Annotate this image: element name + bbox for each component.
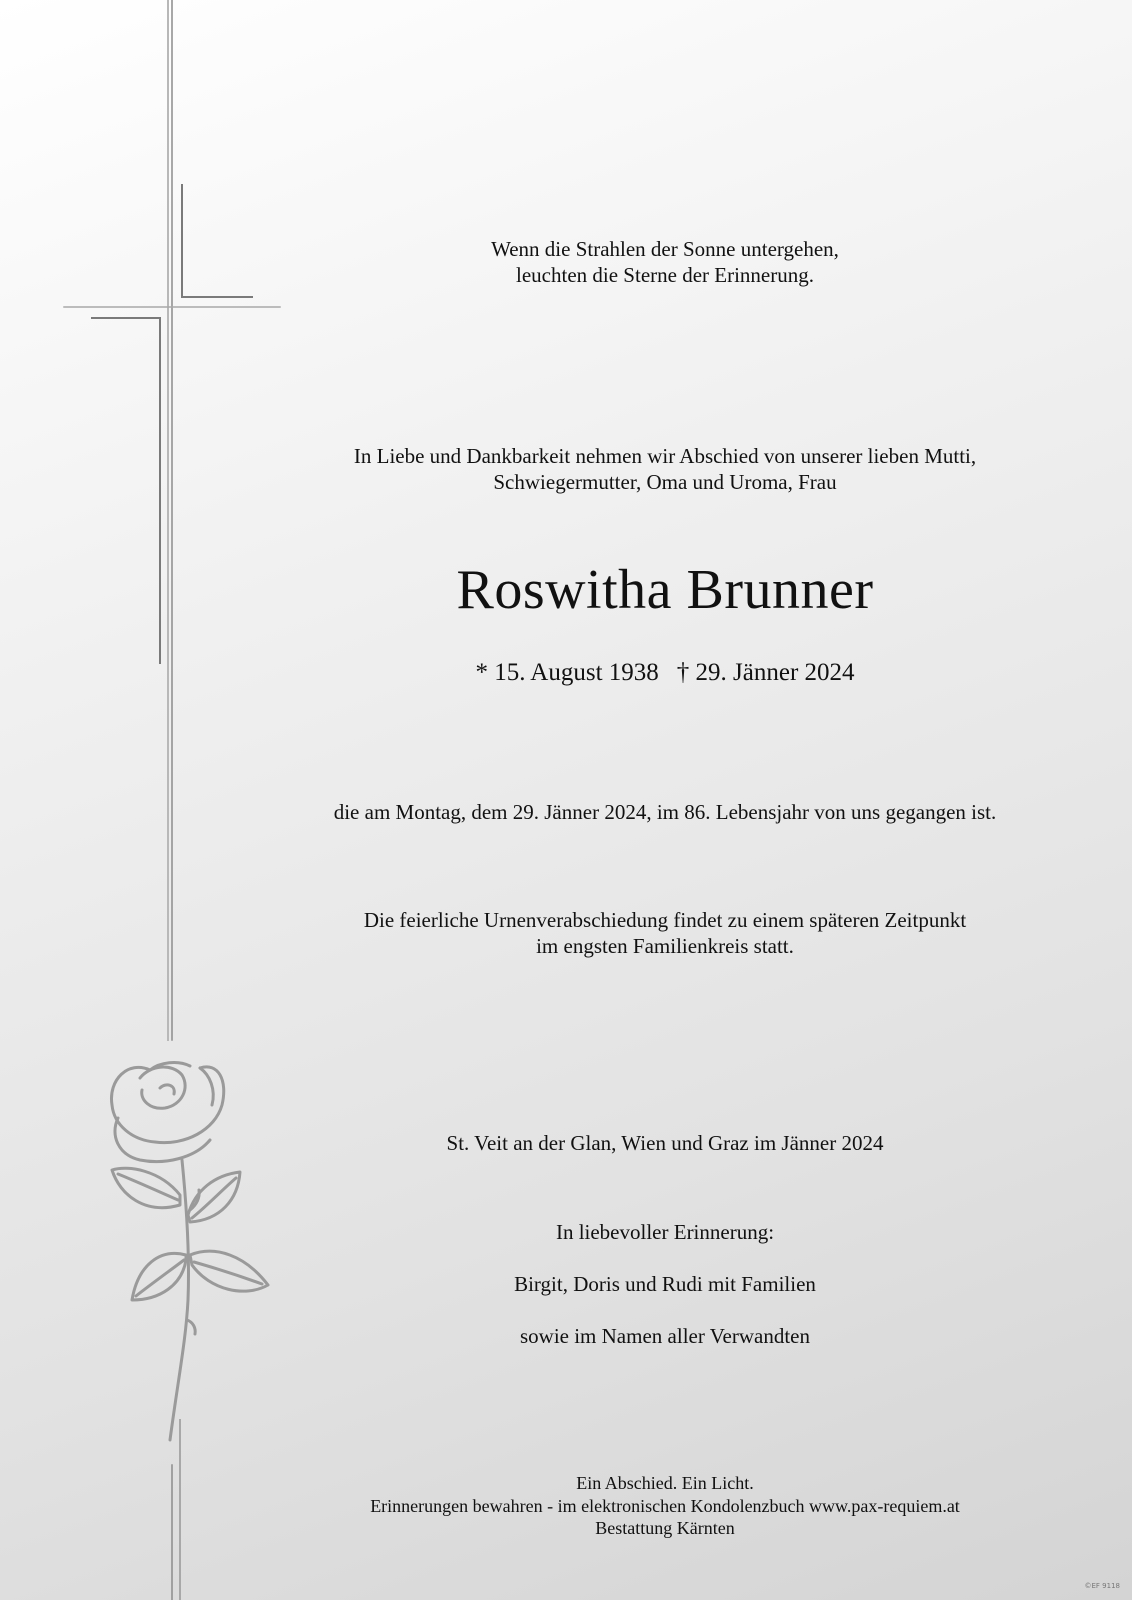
footer-line-2: Erinnerungen bewahren - im elektronischen Kondolenzbuch www.pax-requiem.at bbox=[370, 1495, 960, 1516]
footer bbox=[230, 1472, 1100, 1540]
relatives-note: sowie im Namen aller Verwandten bbox=[519, 1324, 811, 1348]
verse-line-2: leuchten die Sterne der Erinnerung. bbox=[516, 263, 814, 288]
intro-line-1: In Liebe und Dankbarkeit nehmen wir Abschied von unserer lieben Mutti, bbox=[353, 444, 977, 468]
life-dates bbox=[230, 657, 1100, 688]
footer-line-1: Ein Abschied. Ein Licht. bbox=[576, 1473, 754, 1493]
mourners: Birgit, Doris und Rudi mit Familien bbox=[514, 1272, 816, 1296]
deceased-name: Roswitha Brunner bbox=[456, 559, 874, 621]
footer-line-3: Bestattung Kärnten bbox=[595, 1518, 735, 1538]
verse-line-1: Wenn die Strahlen der Sonne untergehen, bbox=[491, 237, 839, 261]
rose-icon bbox=[111, 1063, 268, 1440]
birth-date: * 15. August 1938 bbox=[475, 659, 659, 686]
template-code: ©EF 9118 bbox=[1084, 1582, 1120, 1590]
verse bbox=[230, 236, 1100, 289]
intro-line-2: Schwiegermutter, Oma und Uroma, Frau bbox=[493, 470, 837, 495]
ceremony-note bbox=[230, 907, 1100, 960]
memory-label: In liebevoller Erinnerung: bbox=[555, 1220, 775, 1244]
death-date: † 29. Jänner 2024 bbox=[676, 659, 855, 686]
ceremony-line-2: im engsten Familienkreis statt. bbox=[536, 934, 794, 959]
ceremony-line-1: Die feierliche Urnenverabschiedung findet zu einem späteren Zeitpunkt bbox=[363, 908, 967, 932]
intro-text bbox=[230, 443, 1100, 496]
death-note: die am Montag, dem 29. Jänner 2024, im 86. Lebensjahr von uns gegangen ist. bbox=[333, 800, 997, 824]
place-date: St. Veit an der Glan, Wien und Graz im Jänner 2024 bbox=[446, 1131, 884, 1155]
